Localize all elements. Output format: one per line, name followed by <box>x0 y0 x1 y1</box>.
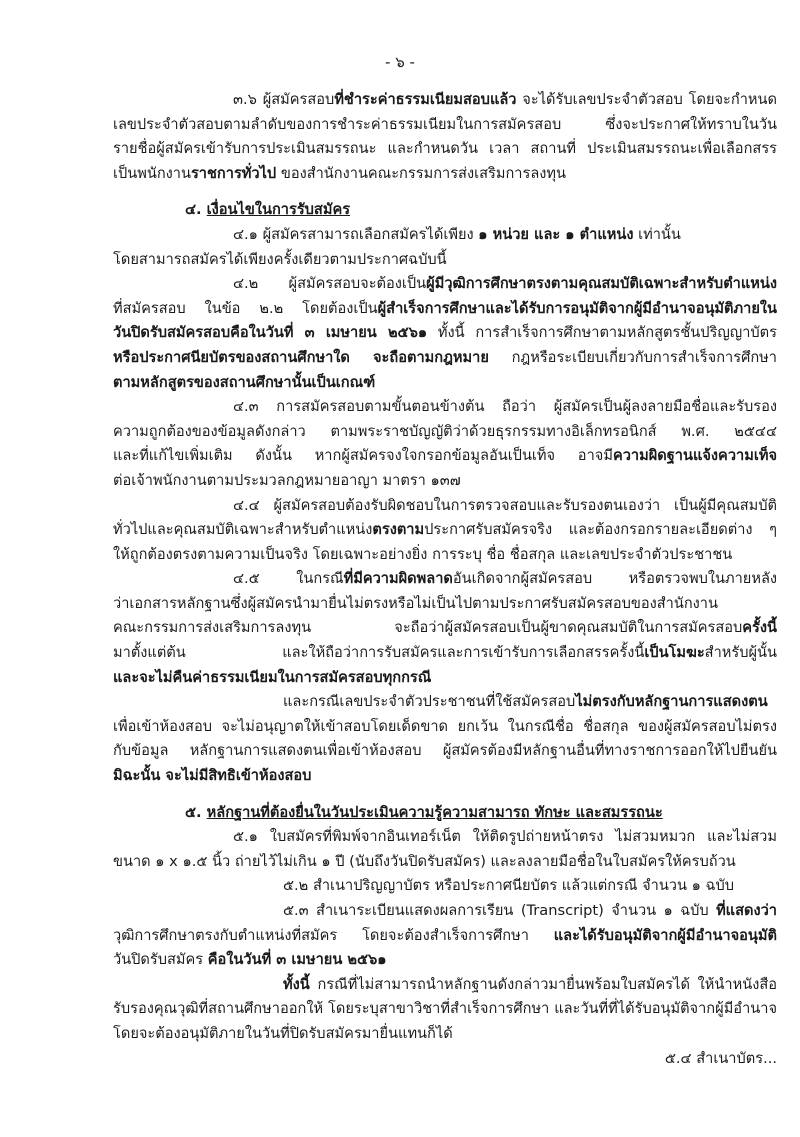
text-segment: ที่แสดงว่า <box>716 902 777 919</box>
text-segment: กับข้อมูล หลักฐานการแสดงตนเพื่อเข้าห้องสอบ ผู้สมัครต้องมีหลักฐานอื่นที่ทางราชการออกให้ไปยืนยัน <box>113 742 777 760</box>
text-segment: ที่มีความผิดพลาด <box>343 570 453 588</box>
text-segment: รับรองคุณวุฒิที่สถานศึกษาออกให้ โดยระบุสาขาวิชาที่สำเร็จการศึกษา และวันที่ที่ได้รับอนุมัติจากผู้มีอำนาจ <box>113 1000 777 1018</box>
text-line <box>113 715 777 740</box>
document-body <box>113 88 777 1071</box>
text-line <box>113 973 777 998</box>
text-segment: ๔.๑ ผู้สมัครสามารถเลือกสมัครได้เพียง <box>233 225 479 243</box>
text-line <box>113 997 777 1022</box>
text-segment: รายชื่อผู้สมัครเข้ารับการประเมินสมรรถนะ และกำหนดวัน เวลา สถานที่ ประเมินสมรรถนะเพื่อเลือกสรร <box>113 140 777 158</box>
text-segment: คณะกรรมการส่งเสริมการลงทุน จะถือว่าผู้สมัครสอบเป็นผู้ขาดคุณสมบัติในการสมัครสอบ <box>113 619 743 637</box>
text-line <box>113 420 777 445</box>
text-segment: ๔. <box>185 201 207 219</box>
text-segment: เงื่อนไขในการรับสมัคร <box>206 201 351 219</box>
text-line <box>113 321 777 346</box>
text-line <box>113 248 777 273</box>
text-segment: ๓.๖ ผู้สมัครสอบ <box>233 91 335 108</box>
text-line <box>113 371 777 396</box>
text-segment: อันเกิดจากผู้สมัครสอบ หรือตรวจพบในภายหลัง <box>452 570 777 588</box>
text-line <box>113 899 777 924</box>
text-segment: ต่อเจ้าพนักงานตามประมวลกฎหมายอาญา มาตรา ๑๓๗ <box>113 471 461 489</box>
text-segment: เพื่อเข้าห้องสอบ จะไม่อนุญาตให้เข้าสอบโดยเด็ดขาด ยกเว้น ในกรณีชื่อ ชื่อสกุล ของผู้สมัครสอบไม่ตรง <box>113 717 777 735</box>
text-line <box>113 494 777 519</box>
text-segment: ๔.๓ การสมัครสอบตามขั้นตอนข้างต้น ถือว่า ผู้สมัครเป็นผู้ลงลายมือชื่อและรับรอง <box>233 398 777 416</box>
text-segment: ทั้งนี้ การสำเร็จการศึกษาตามหลักสูตรชั้นปริญญาบัตร <box>427 324 777 342</box>
text-line <box>113 592 777 617</box>
text-line <box>113 764 777 789</box>
text-segment: โดยจะต้องอนุมัติภายในวันที่ปิดรับสมัครมายื่นแทนก็ได้ <box>113 1024 453 1042</box>
text-segment: ประกาศรับสมัครจริง และต้องกรอกรายละเอียดต่าง ๆ <box>424 521 777 539</box>
text-segment: วันปิดรับสมัคร <box>113 951 208 969</box>
text-segment: ๕.๒ สำเนาปริญญาบัตร หรือประกาศนียบัตร แล้วแต่กรณี จำนวน ๑ ฉบับ <box>283 877 734 895</box>
text-line <box>113 113 777 138</box>
text-segment: กฎหรือระเบียบเกี่ยวกับการสำเร็จการศึกษา <box>488 348 777 366</box>
text-segment: ๔.๔ ผู้สมัครสอบต้องรับผิดชอบในการตรวจสอบและรับรองตนเองว่า เป็นผู้มีคุณสมบัติ <box>233 496 777 514</box>
text-segment: ๔.๕ ในกรณี <box>233 570 344 588</box>
text-segment: และกรณีเลขประจำตัวประชาชนที่ใช้สมัครสอบ <box>283 693 576 711</box>
text-segment: ครั้งนี้ <box>742 619 777 637</box>
text-segment: ความถูกต้องของข้อมูลดังกล่าว ตามพระราชบัญญัติว่าด้วยธุรกรรมทางอิเล็กทรอนิกส์ พ.ศ. ๒๕๔๔ <box>113 422 777 440</box>
text-segment: ความผิดฐานแจ้งความเท็จ <box>612 447 777 465</box>
text-segment: ตรงตาม <box>372 521 425 539</box>
text-line <box>113 825 777 850</box>
text-segment: ๕.๑ ใบสมัครที่พิมพ์จากอินเทอร์เน็ต ให้ติดรูปถ่ายหน้าตรง ไม่สวมหมวก และไม่สวม <box>233 828 777 846</box>
text-segment: วุฒิการศึกษาตรงกับตำแหน่งที่สมัคร โดยจะต้องสำเร็จการศึกษา <box>113 926 554 944</box>
text-segment: และจะไม่คืนค่าธรรมเนียมในการสมัครสอบทุกกรณี <box>113 668 432 686</box>
text-segment: สำหรับผู้นั้น <box>704 644 777 662</box>
text-line <box>113 850 777 875</box>
text-line <box>113 543 777 568</box>
text-segment: มิฉะนั้น จะไม่มีสิทธิเข้าห้องสอบ <box>113 767 312 785</box>
page-number: - ๖ - <box>385 53 415 71</box>
text-segment: ผู้สำเร็จการศึกษาและได้รับการอนุมัติจากผู้มีอำนาจอนุมัติภายใน <box>377 299 777 317</box>
text-line <box>113 346 777 371</box>
text-segment: ให้ถูกต้องตรงตามความเป็นจริง โดยเฉพาะอย่างยิ่ง การระบุ ชื่อ ชื่อสกุล และเลขประจำตัวประชาชน <box>113 545 733 563</box>
text-line <box>113 223 777 248</box>
text-segment: เป็นพนักงาน <box>113 164 191 182</box>
text-segment: ๕.๓ สำเนาระเบียนแสดงผลการเรียน (Transcript) จำนวน ๑ ฉบับ <box>283 902 717 919</box>
text-segment: ๕. <box>185 803 207 821</box>
text-line <box>113 162 777 187</box>
text-segment: มาตั้งแต่ต้น และให้ถือว่าการรับสมัครและการเข้ารับการเลือกสรรครั้งนี้ <box>113 644 645 662</box>
text-line <box>113 874 777 899</box>
text-segment: ๔.๒ ผู้สมัครสอบจะต้องเป็น <box>233 275 427 293</box>
text-segment: เป็นโมฆะ <box>644 644 705 662</box>
text-line <box>113 1022 777 1047</box>
section-heading <box>113 198 777 223</box>
section-heading <box>113 801 777 826</box>
text-segment: ๕.๔ สำเนาบัตร... <box>664 1049 777 1067</box>
text-segment: จะได้รับเลขประจำตัวสอบ โดยจะกำหนด <box>516 91 777 108</box>
text-line <box>113 666 777 691</box>
text-line <box>113 272 777 297</box>
text-line <box>113 616 777 641</box>
text-line <box>113 924 777 949</box>
text-segment: โดยสามารถสมัครได้เพียงครั้งเดียวตามประกาศฉบับนี้ <box>113 250 447 268</box>
text-segment: ผู้มีวุฒิการศึกษาตรงตามคุณสมบัติเฉพาะสำหรับตำแหน่ง <box>426 275 777 293</box>
text-segment: หรือประกาศนียบัตรของสถานศึกษาใด จะถือตามกฎหมาย <box>113 348 489 366</box>
text-segment: ไม่ตรงกับหลักฐานการแสดงตน <box>575 693 768 711</box>
continuation-note <box>113 1047 777 1072</box>
text-line <box>113 137 777 162</box>
text-segment: กรณีที่ไม่สามารถนำหลักฐานดังกล่าวมายื่นพร้อมใบสมัครได้ ให้นำหนังสือ <box>309 975 777 993</box>
text-line <box>113 641 777 666</box>
text-line <box>113 567 777 592</box>
text-segment: วันปิดรับสมัครสอบคือในวันที่ ๓ เมษายน ๒๕๖๑ <box>113 324 428 342</box>
text-segment: ที่ชำระค่าธรรมเนียมสอบแล้ว <box>334 91 517 108</box>
text-line <box>113 518 777 543</box>
text-segment: ตามหลักสูตรของสถานศึกษานั้นเป็นเกณฑ์ <box>113 373 376 391</box>
text-segment: คือในวันที่ ๓ เมษายน ๒๕๖๑ <box>207 951 387 969</box>
text-segment: ว่าเอกสารหลักฐานซึ่งผู้สมัครนำมายื่นไม่ตรงหรือไม่เป็นไปตามประกาศรับสมัครสอบของสำนักงาน <box>113 594 718 612</box>
text-line <box>113 444 777 469</box>
text-segment: หลักฐานที่ต้องยื่นในวันประเมินความรู้ความสามารถ ทักษะ และสมรรถนะ <box>206 803 663 821</box>
text-segment: ของสำนักงานคณะกรรมการส่งเสริมการลงทุน <box>276 164 566 182</box>
text-segment: ราชการทั่วไป <box>190 164 277 182</box>
text-line <box>113 690 777 715</box>
text-line <box>113 395 777 420</box>
text-line <box>113 297 777 322</box>
text-segment: ขนาด ๑ x ๑.๕ นิ้ว ถ่ายไว้ไม่เกิน ๑ ปี (นับถึงวันปิดรับสมัคร) และลงลายมือชื่อในใบสมัครให้ครบถ้วน <box>113 852 736 870</box>
text-segment: และที่แก้ไขเพิ่มเติม ดังนั้น หากผู้สมัครจงใจกรอกข้อมูลอันเป็นเท็จ อาจมี <box>113 447 613 465</box>
text-segment: ทั้งนี้ <box>283 975 310 993</box>
text-segment: และได้รับอนุมัติจากผู้มีอำนาจอนุมัติ <box>553 926 777 944</box>
text-segment: ๑ หน่วย และ ๑ ตำแหน่ง <box>478 225 634 243</box>
text-segment: ที่สมัครสอบ ในข้อ ๒.๒ โดยต้องเป็น <box>113 299 378 317</box>
text-line <box>113 88 777 113</box>
text-line <box>113 469 777 494</box>
text-segment: เลขประจำตัวสอบตามลำดับของการชำระค่าธรรมเนียมในการสมัครสอบ ซึ่งจะประกาศให้ทราบในวัน <box>113 115 777 133</box>
text-segment: ทั่วไปและคุณสมบัติเฉพาะสำหรับตำแหน่ง <box>113 521 373 539</box>
text-segment: เท่านั้น <box>633 225 681 243</box>
text-line <box>113 739 777 764</box>
text-line <box>113 948 777 973</box>
